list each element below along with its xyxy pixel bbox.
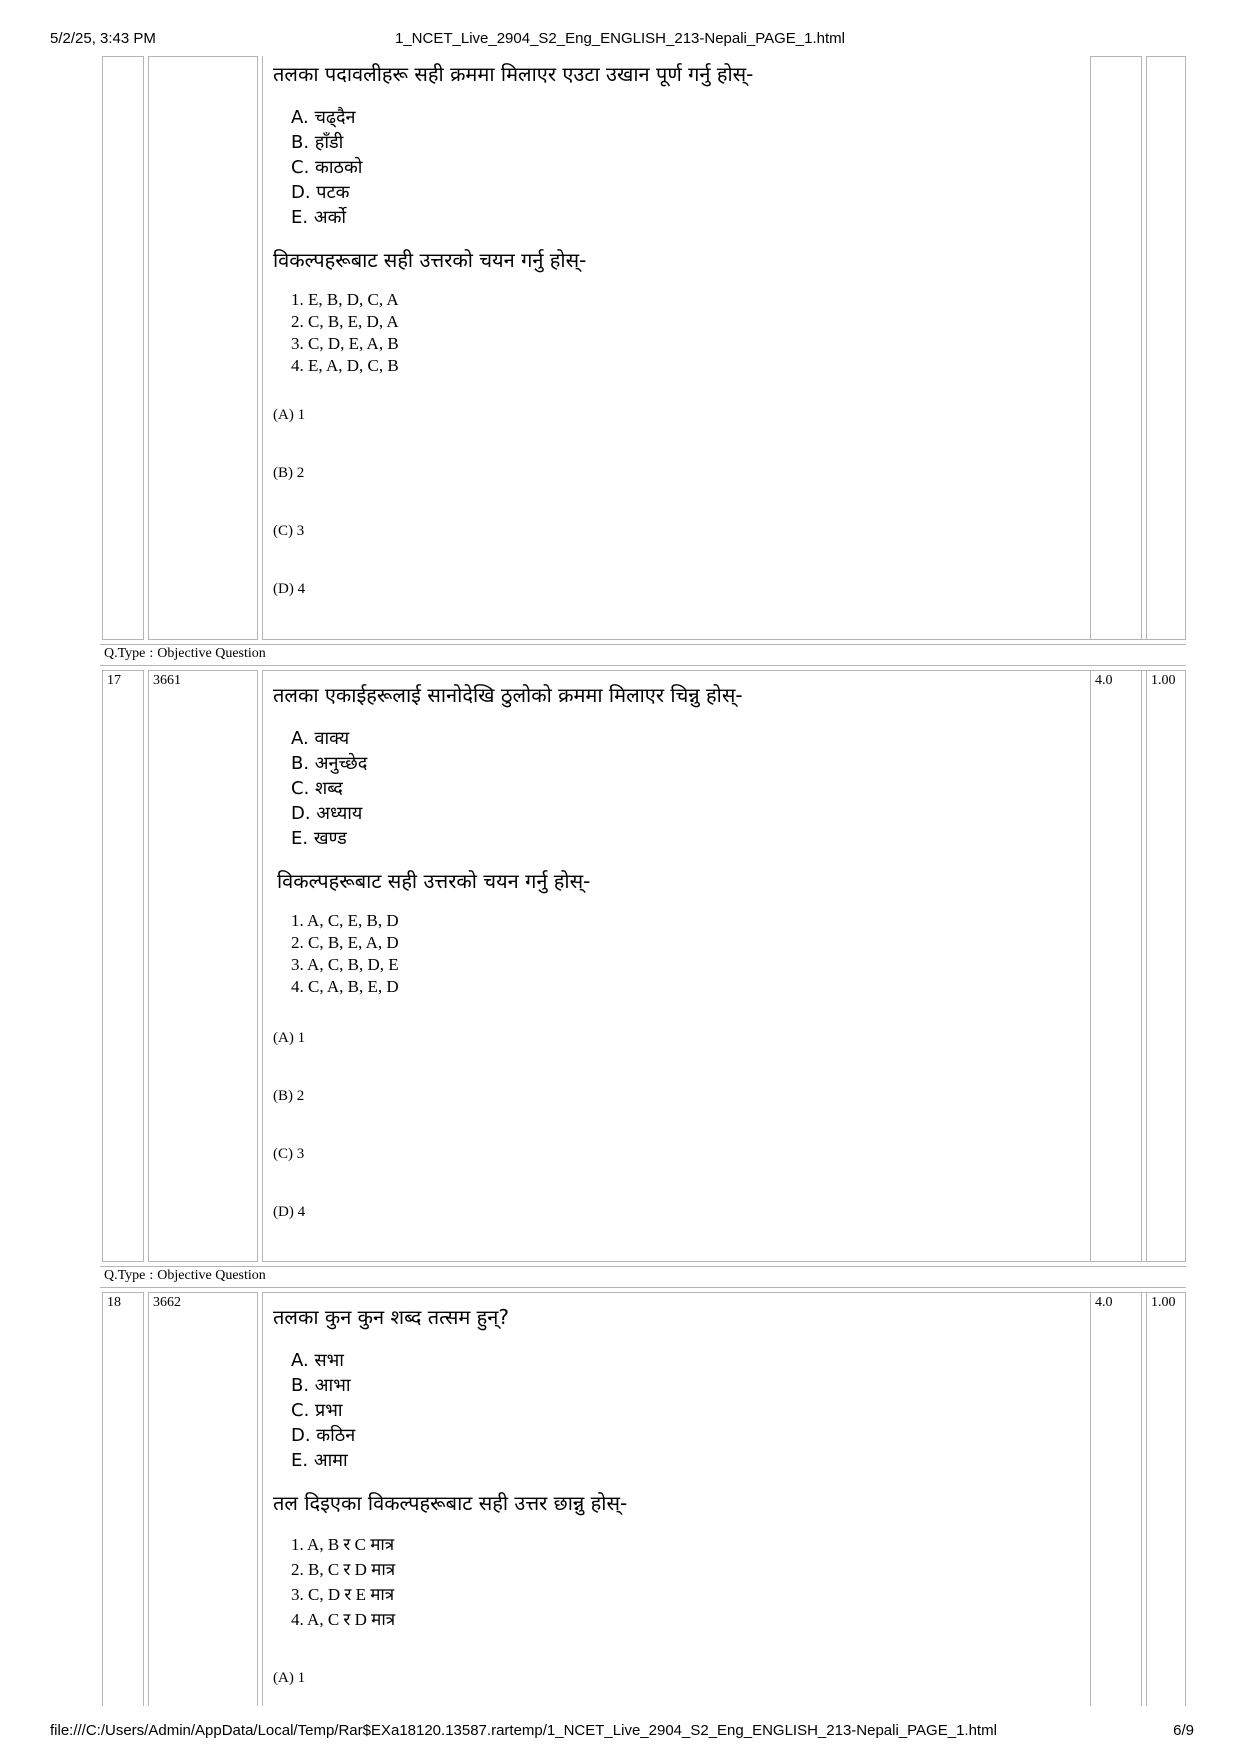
- question-id: 3662: [148, 1292, 258, 1706]
- list-item: C. काठको: [291, 157, 363, 178]
- question-row: [100, 1292, 1186, 1706]
- question-negative-marks: 1.00: [1146, 1292, 1186, 1706]
- list-item: A. सभा: [291, 1350, 344, 1371]
- list-item: E. अर्को: [291, 207, 347, 228]
- answer-option: (B) 2: [273, 1088, 305, 1104]
- print-datetime: 5/2/25, 3:43 PM: [50, 30, 156, 47]
- list-item: B. हाँडी: [291, 132, 344, 153]
- question-body: [262, 56, 1186, 640]
- answer-option: (D) 4: [273, 581, 306, 597]
- print-footer: [0, 1722, 1240, 1744]
- answer-option: (A) 1: [273, 1670, 306, 1686]
- answer-options: [273, 1670, 1175, 1706]
- list-item: D. अध्याय: [291, 803, 363, 824]
- question-id: [148, 56, 258, 640]
- question-sheet: [100, 56, 1186, 1706]
- question-negative-marks: [1146, 56, 1186, 640]
- answer-options: [273, 1030, 1175, 1262]
- question-body: [262, 670, 1186, 1262]
- list-item: D. कठिन: [291, 1425, 356, 1446]
- answer-option: (D) 4: [273, 1204, 306, 1220]
- question-items: [291, 1348, 1175, 1473]
- order-options: [291, 1532, 1175, 1632]
- list-item: 1. E, B, D, C, A: [291, 290, 399, 309]
- list-item: B. अनुच्छेद: [291, 753, 368, 774]
- list-item: D. पटक: [291, 182, 350, 203]
- choose-instruction: विकल्पहरूबाट सही उत्तरको चयन गर्नु होस्-: [273, 248, 587, 272]
- question-row: [100, 670, 1186, 1262]
- choose-instruction: विकल्पहरूबाट सही उत्तरको चयन गर्नु होस्-: [277, 869, 591, 893]
- list-item: 2. C, B, E, D, A: [291, 312, 399, 331]
- answer-options: [273, 407, 1175, 639]
- list-item: C. प्रभा: [291, 1400, 343, 1421]
- list-item: 3. C, D र E मात्र: [291, 1585, 395, 1604]
- answer-option: (B) 2: [273, 465, 305, 481]
- question-number: 17: [102, 670, 144, 1262]
- order-options: [291, 910, 1175, 998]
- list-item: A. चढ्दैन: [291, 107, 356, 128]
- print-header: [0, 30, 1240, 52]
- question-items: [291, 105, 1175, 230]
- list-item: B. आभा: [291, 1375, 351, 1396]
- file-path: file:///C:/Users/Admin/AppData/Local/Temp/Rar$EXa18120.13587.rartemp/1_NCET_Live_2904_S2_Eng_ENGLISH_213-Nepali_PAGE_1.html: [50, 1722, 997, 1739]
- list-item: 3. C, D, E, A, B: [291, 334, 399, 353]
- question-text: तलका एकाईहरूलाई सानोदेखि ठुलोको क्रममा मिलाएर चिन्नु होस्-: [273, 683, 743, 707]
- list-item: E. खण्ड: [291, 828, 347, 849]
- answer-option: (A) 1: [273, 407, 306, 423]
- choose-instruction: तल दिइएका विकल्पहरूबाट सही उत्तर छान्नु होस्-: [273, 1491, 628, 1515]
- question-body: [262, 1292, 1186, 1706]
- question-number: [102, 56, 144, 640]
- list-item: 3. A, C, B, D, E: [291, 955, 399, 974]
- list-item: A. वाक्य: [291, 728, 350, 749]
- question-negative-marks: 1.00: [1146, 670, 1186, 1262]
- list-item: 2. B, C र D मात्र: [291, 1560, 396, 1579]
- order-options: [291, 289, 1175, 377]
- list-item: E. आमा: [291, 1450, 348, 1471]
- question-number: 18: [102, 1292, 144, 1706]
- question-marks: [1090, 56, 1142, 640]
- answer-option: (A) 1: [273, 1030, 306, 1046]
- page-number: 6/9: [1173, 1722, 1194, 1739]
- list-item: 4. C, A, B, E, D: [291, 977, 399, 996]
- answer-option: (C) 3: [273, 523, 305, 539]
- list-item: 1. A, B र C मात्र: [291, 1535, 395, 1554]
- list-item: 2. C, B, E, A, D: [291, 933, 399, 952]
- question-text: तलका पदावलीहरू सही क्रममा मिलाएर एउटा उखान पूर्ण गर्नु होस्-: [273, 62, 754, 86]
- list-item: C. शब्द: [291, 778, 343, 799]
- list-item: 1. A, C, E, B, D: [291, 911, 399, 930]
- question-marks: 4.0: [1090, 670, 1142, 1262]
- list-item: 4. E, A, D, C, B: [291, 356, 399, 375]
- answer-option: (C) 3: [273, 1146, 305, 1162]
- question-row: [100, 56, 1186, 640]
- question-type-label: Q.Type : Objective Question: [100, 1266, 1186, 1288]
- question-id: 3661: [148, 670, 258, 1262]
- question-type-label: Q.Type : Objective Question: [100, 644, 1186, 666]
- document-title: 1_NCET_Live_2904_S2_Eng_ENGLISH_213-Nepali_PAGE_1.html: [395, 30, 845, 47]
- question-text: तलका कुन कुन शब्द तत्सम हुन्?: [273, 1305, 510, 1329]
- question-items: [291, 726, 1175, 851]
- list-item: 4. A, C र D मात्र: [291, 1610, 396, 1629]
- question-marks: 4.0: [1090, 1292, 1142, 1706]
